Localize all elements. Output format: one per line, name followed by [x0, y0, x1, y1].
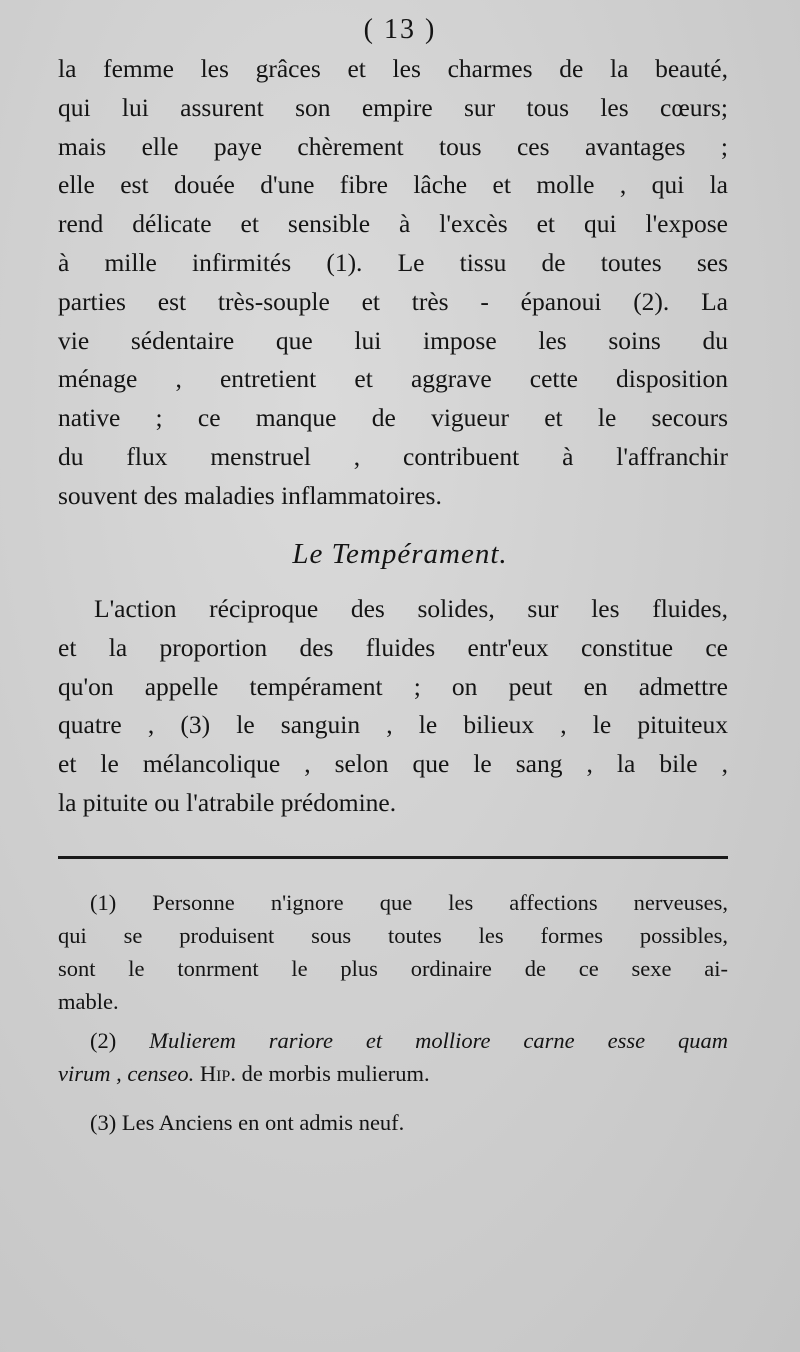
section-heading: Le Tempérament. [292, 538, 508, 570]
text-line: L'action réciproque des solides, sur les fluides, [94, 594, 728, 623]
footnote-3 [58, 1106, 728, 1139]
author-abbrev: Hip. [199, 1061, 236, 1086]
latin-quote: Mulierem rariore et molliore carne esse quam [149, 1028, 729, 1053]
text-line: quatre , (3) le sanguin , le bilieux , le pituiteux [58, 710, 728, 740]
text-line: qui lui assurent son empire sur tous les cœurs; [58, 92, 728, 122]
text-line: qu'on appelle tempérament ; on peut en admettre [58, 671, 728, 701]
footnote-line: (1) Personne n'ignore que les affections nerveuses, [90, 890, 728, 915]
text-line: et la proportion des fluides entr'eux constitue ce [58, 632, 728, 662]
footnote-line [58, 1024, 728, 1057]
text-line: souvent des maladies inflammatoires. [58, 480, 442, 510]
footnote-1 [58, 886, 728, 1018]
paragraph-2 [58, 590, 728, 823]
footnote-line: sont le tonrment le plus ordinaire de ce sexe ai- [58, 956, 728, 981]
footnote-line [58, 1057, 728, 1090]
text-line: et le mélancolique , selon que le sang , la bile , [58, 749, 728, 779]
text-line: mais elle paye chèrement tous ces avantages ; [58, 131, 728, 161]
footnote-marker: (2) [90, 1028, 117, 1053]
text-line: ménage , entretient et aggrave cette disposition [58, 364, 728, 394]
paragraph-1 [58, 50, 728, 516]
footnote-line: mable. [58, 989, 119, 1014]
citation-title: de morbis mulierum. [241, 1061, 430, 1086]
text-line: la femme les grâces et les charmes de la beauté, [58, 54, 728, 83]
text-line: parties est très-souple et très - épanoui (2). La [58, 286, 728, 316]
footnote-2 [58, 1024, 728, 1090]
footnote-divider [58, 856, 728, 859]
text-line: la pituite ou l'atrabile prédomine. [58, 787, 397, 817]
text-line: rend délicate et sensible à l'excès et qui l'expose [58, 209, 728, 239]
footnote-line: qui se produisent sous toutes les formes possibles, [58, 923, 728, 948]
text-line: à mille infirmités (1). Le tissu de toutes ses [58, 247, 728, 277]
footnote-line: (3) Les Anciens en ont admis neuf. [90, 1110, 405, 1135]
text-line: elle est douée d'une fibre lâche et molle , qui la [58, 170, 728, 200]
page-number: ( 13 ) [363, 14, 437, 45]
text-line: vie sédentaire que lui impose les soins du [58, 325, 728, 355]
text-line: du flux menstruel , contribuent à l'affranchir [58, 441, 728, 471]
text-line: native ; ce manque de vigueur et le secours [58, 403, 728, 433]
latin-quote: virum , censeo. [58, 1061, 195, 1086]
